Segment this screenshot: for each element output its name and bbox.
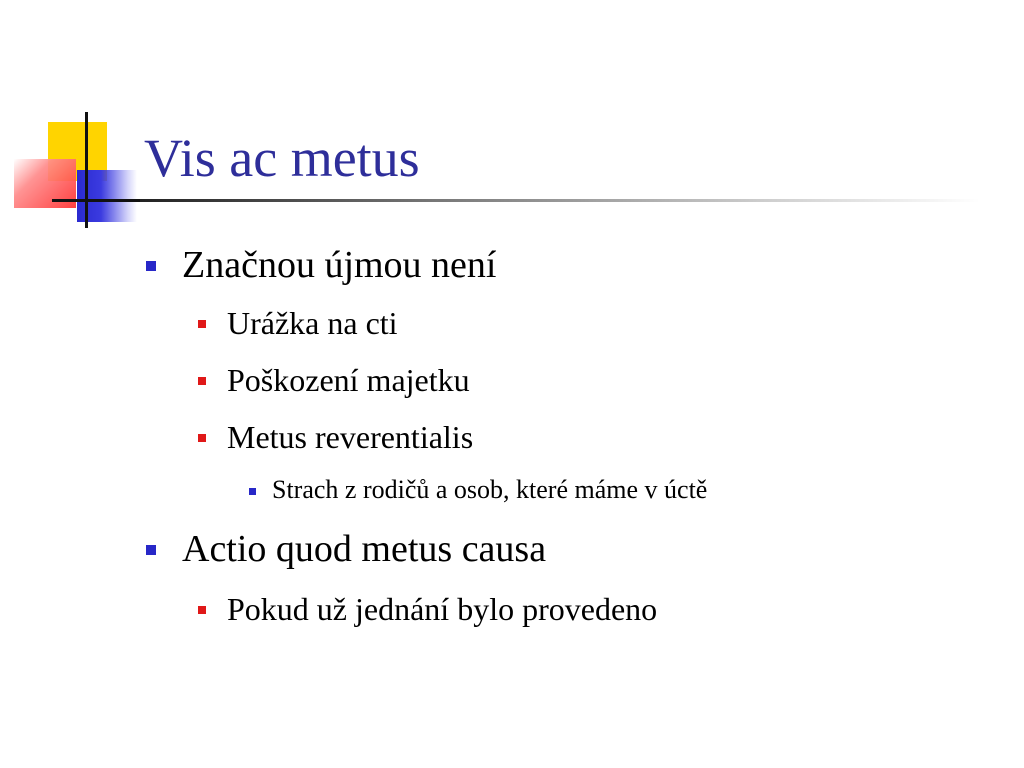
square-bullet-icon: [249, 488, 256, 495]
bullet-text: Urážka na cti: [227, 305, 398, 341]
bullet-item: [182, 527, 546, 571]
bullet-item: [182, 243, 496, 287]
bullet-item: [272, 474, 707, 506]
bullet-text: Metus reverentialis: [227, 419, 474, 455]
square-bullet-icon: [198, 434, 206, 442]
bullet-item: [227, 304, 398, 342]
slide-title: Vis ac metus: [144, 128, 420, 188]
square-bullet-icon: [146, 545, 156, 555]
square-bullet-icon: [198, 377, 206, 385]
bullet-text: Pokud už jednání bylo provedeno: [227, 591, 658, 627]
bullet-text: Značnou újmou není: [182, 244, 497, 286]
bullet-item: [227, 590, 657, 628]
bullet-text: Poškození majetku: [227, 362, 470, 398]
bullet-text: Actio quod metus causa: [182, 528, 547, 570]
bullet-item: [227, 361, 470, 399]
bullet-item: [227, 418, 473, 456]
bullet-text: Strach z rodičů a osob, které máme v úctě: [272, 475, 708, 504]
square-bullet-icon: [146, 261, 156, 271]
square-bullet-icon: [198, 320, 206, 328]
square-bullet-icon: [198, 606, 206, 614]
